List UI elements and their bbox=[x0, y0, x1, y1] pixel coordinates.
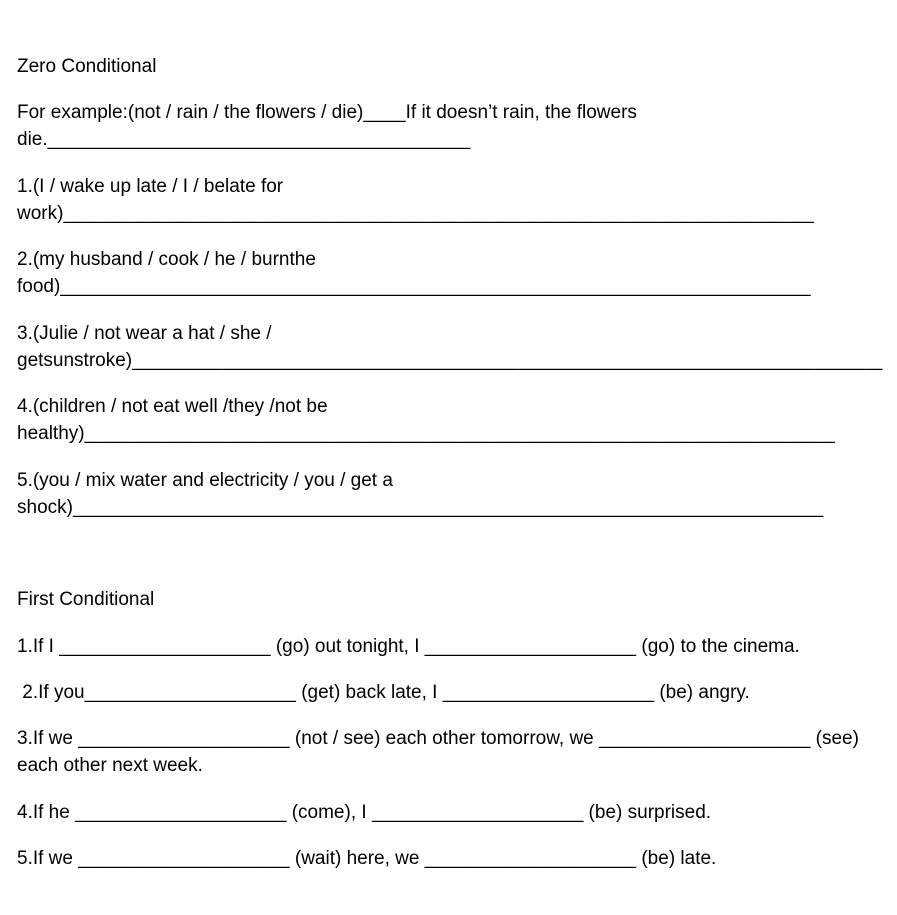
first-item-2: 2.If you____________________ (get) back late, I ____________________ (be) angry. bbox=[17, 682, 750, 703]
zero-item-3-answer-line: getsunstroke)_______________________________________________________________________ bbox=[17, 350, 883, 371]
zero-item-4-prompt: 4.(children / not eat well /they /not be bbox=[17, 396, 328, 417]
zero-item-5-answer-line: shock)_______________________________________________________________________ bbox=[17, 497, 824, 518]
zero-item-3-prompt: 3.(Julie / not wear a hat / she / bbox=[17, 323, 272, 344]
zero-item-2-prompt: 2.(my husband / cook / he / burnthe bbox=[17, 249, 316, 270]
zero-item-4-answer-line: healthy)_______________________________________________________________________ bbox=[17, 423, 835, 444]
zero-item-1-prompt: 1.(I / wake up late / I / belate for bbox=[17, 176, 284, 197]
zero-example-line-2: die.________________________________________ bbox=[17, 129, 471, 150]
zero-item-1-answer-line: work)_______________________________________________________________________ bbox=[17, 203, 814, 224]
first-conditional-heading: First Conditional bbox=[17, 589, 155, 610]
first-item-5: 5.If we ____________________ (wait) here, we ____________________ (be) late. bbox=[17, 848, 717, 869]
zero-item-2-answer-line: food)_______________________________________________________________________ bbox=[17, 276, 811, 297]
first-item-1: 1.If I ____________________ (go) out tonight, I ____________________ (go) to the cinema. bbox=[17, 636, 800, 657]
first-item-4: 4.If he ____________________ (come), I ____________________ (be) surprised. bbox=[17, 802, 712, 823]
first-item-3-line-1: 3.If we ____________________ (not / see) each other tomorrow, we ____________________ (see) bbox=[17, 728, 859, 749]
zero-example-line-1: For example:(not / rain / the flowers / die)____If it doesn’t rain, the flowers bbox=[17, 102, 637, 123]
zero-item-5-prompt: 5.(you / mix water and electricity / you / get a bbox=[17, 470, 393, 491]
zero-conditional-heading: Zero Conditional bbox=[17, 56, 157, 77]
first-item-3-line-2: each other next week. bbox=[17, 755, 203, 776]
